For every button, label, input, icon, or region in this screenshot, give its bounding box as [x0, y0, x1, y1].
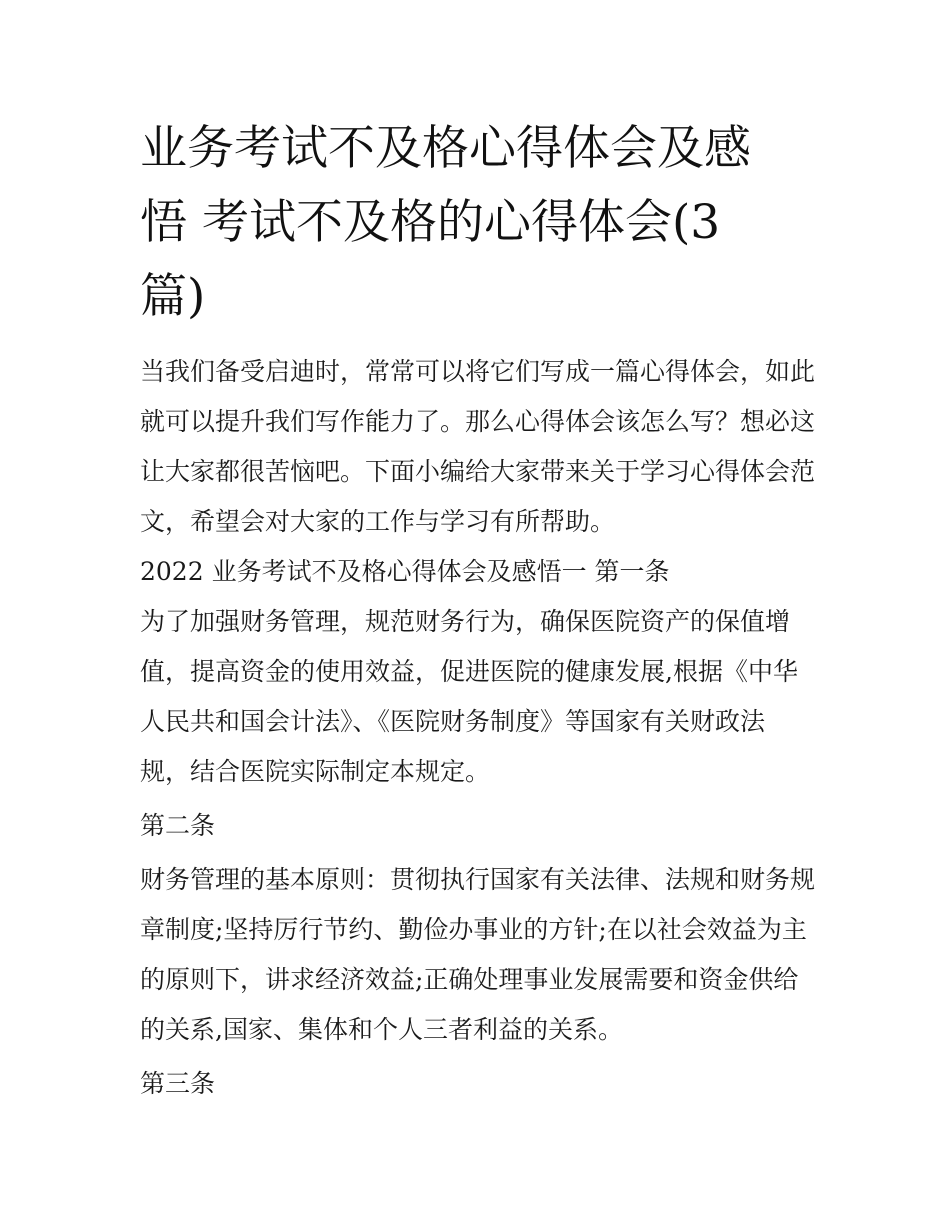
section-heading [140, 547, 830, 597]
title-line: 业务考试不及格心得体会及感 [140, 121, 751, 176]
article-2-line: 章制度;坚持厉行节约、勤俭办事业的方针;在以社会效益为主 [140, 915, 807, 944]
intro-paragraph [140, 347, 830, 547]
article-2-heading [140, 801, 830, 851]
article-2-heading-text: 第二条 [140, 811, 216, 840]
article-1-line: 为了加强财务管理，规范财务行为，确保医院资产的保值增 [140, 607, 791, 636]
article-3-heading [140, 1059, 830, 1109]
article-3-heading-text: 第三条 [140, 1069, 216, 1098]
article-1-paragraph [140, 597, 830, 797]
article-2-line: 的原则下，讲求经济效益;正确处理事业发展需要和资金供给 [140, 965, 799, 994]
article-2-line: 财务管理的基本原则：贯彻执行国家有关法律、法规和财务规 [140, 865, 816, 894]
article-1-line: 规，结合医院实际制定本规定。 [140, 757, 491, 786]
intro-line: 当我们备受启迪时，常常可以将它们写成一篇心得体会，如此 [140, 357, 816, 386]
document-content [140, 112, 830, 1109]
title-line: 篇) [140, 269, 206, 324]
article-1-line: 值，提高资金的使用效益，促进医院的健康发展,根据《中华 [140, 657, 798, 686]
article-2-line: 的关系,国家、集体和个人三者利益的关系。 [140, 1015, 623, 1044]
title-line: 悟 考试不及格的心得体会(3 [140, 195, 721, 250]
intro-line: 文，希望会对大家的工作与学习有所帮助。 [140, 507, 616, 536]
intro-line: 就可以提升我们写作能力了。那么心得体会该怎么写？想必这 [140, 407, 816, 436]
document-title [140, 112, 830, 334]
intro-line: 让大家都很苦恼吧。下面小编给大家带来关于学习心得体会范 [140, 457, 816, 486]
article-2-paragraph [140, 855, 830, 1055]
article-1-line: 人民共和国会计法》、《医院财务制度》等国家有关财政法 [140, 707, 766, 736]
section-heading-text: 2022 业务考试不及格心得体会及感悟一 第一条 [140, 557, 670, 586]
